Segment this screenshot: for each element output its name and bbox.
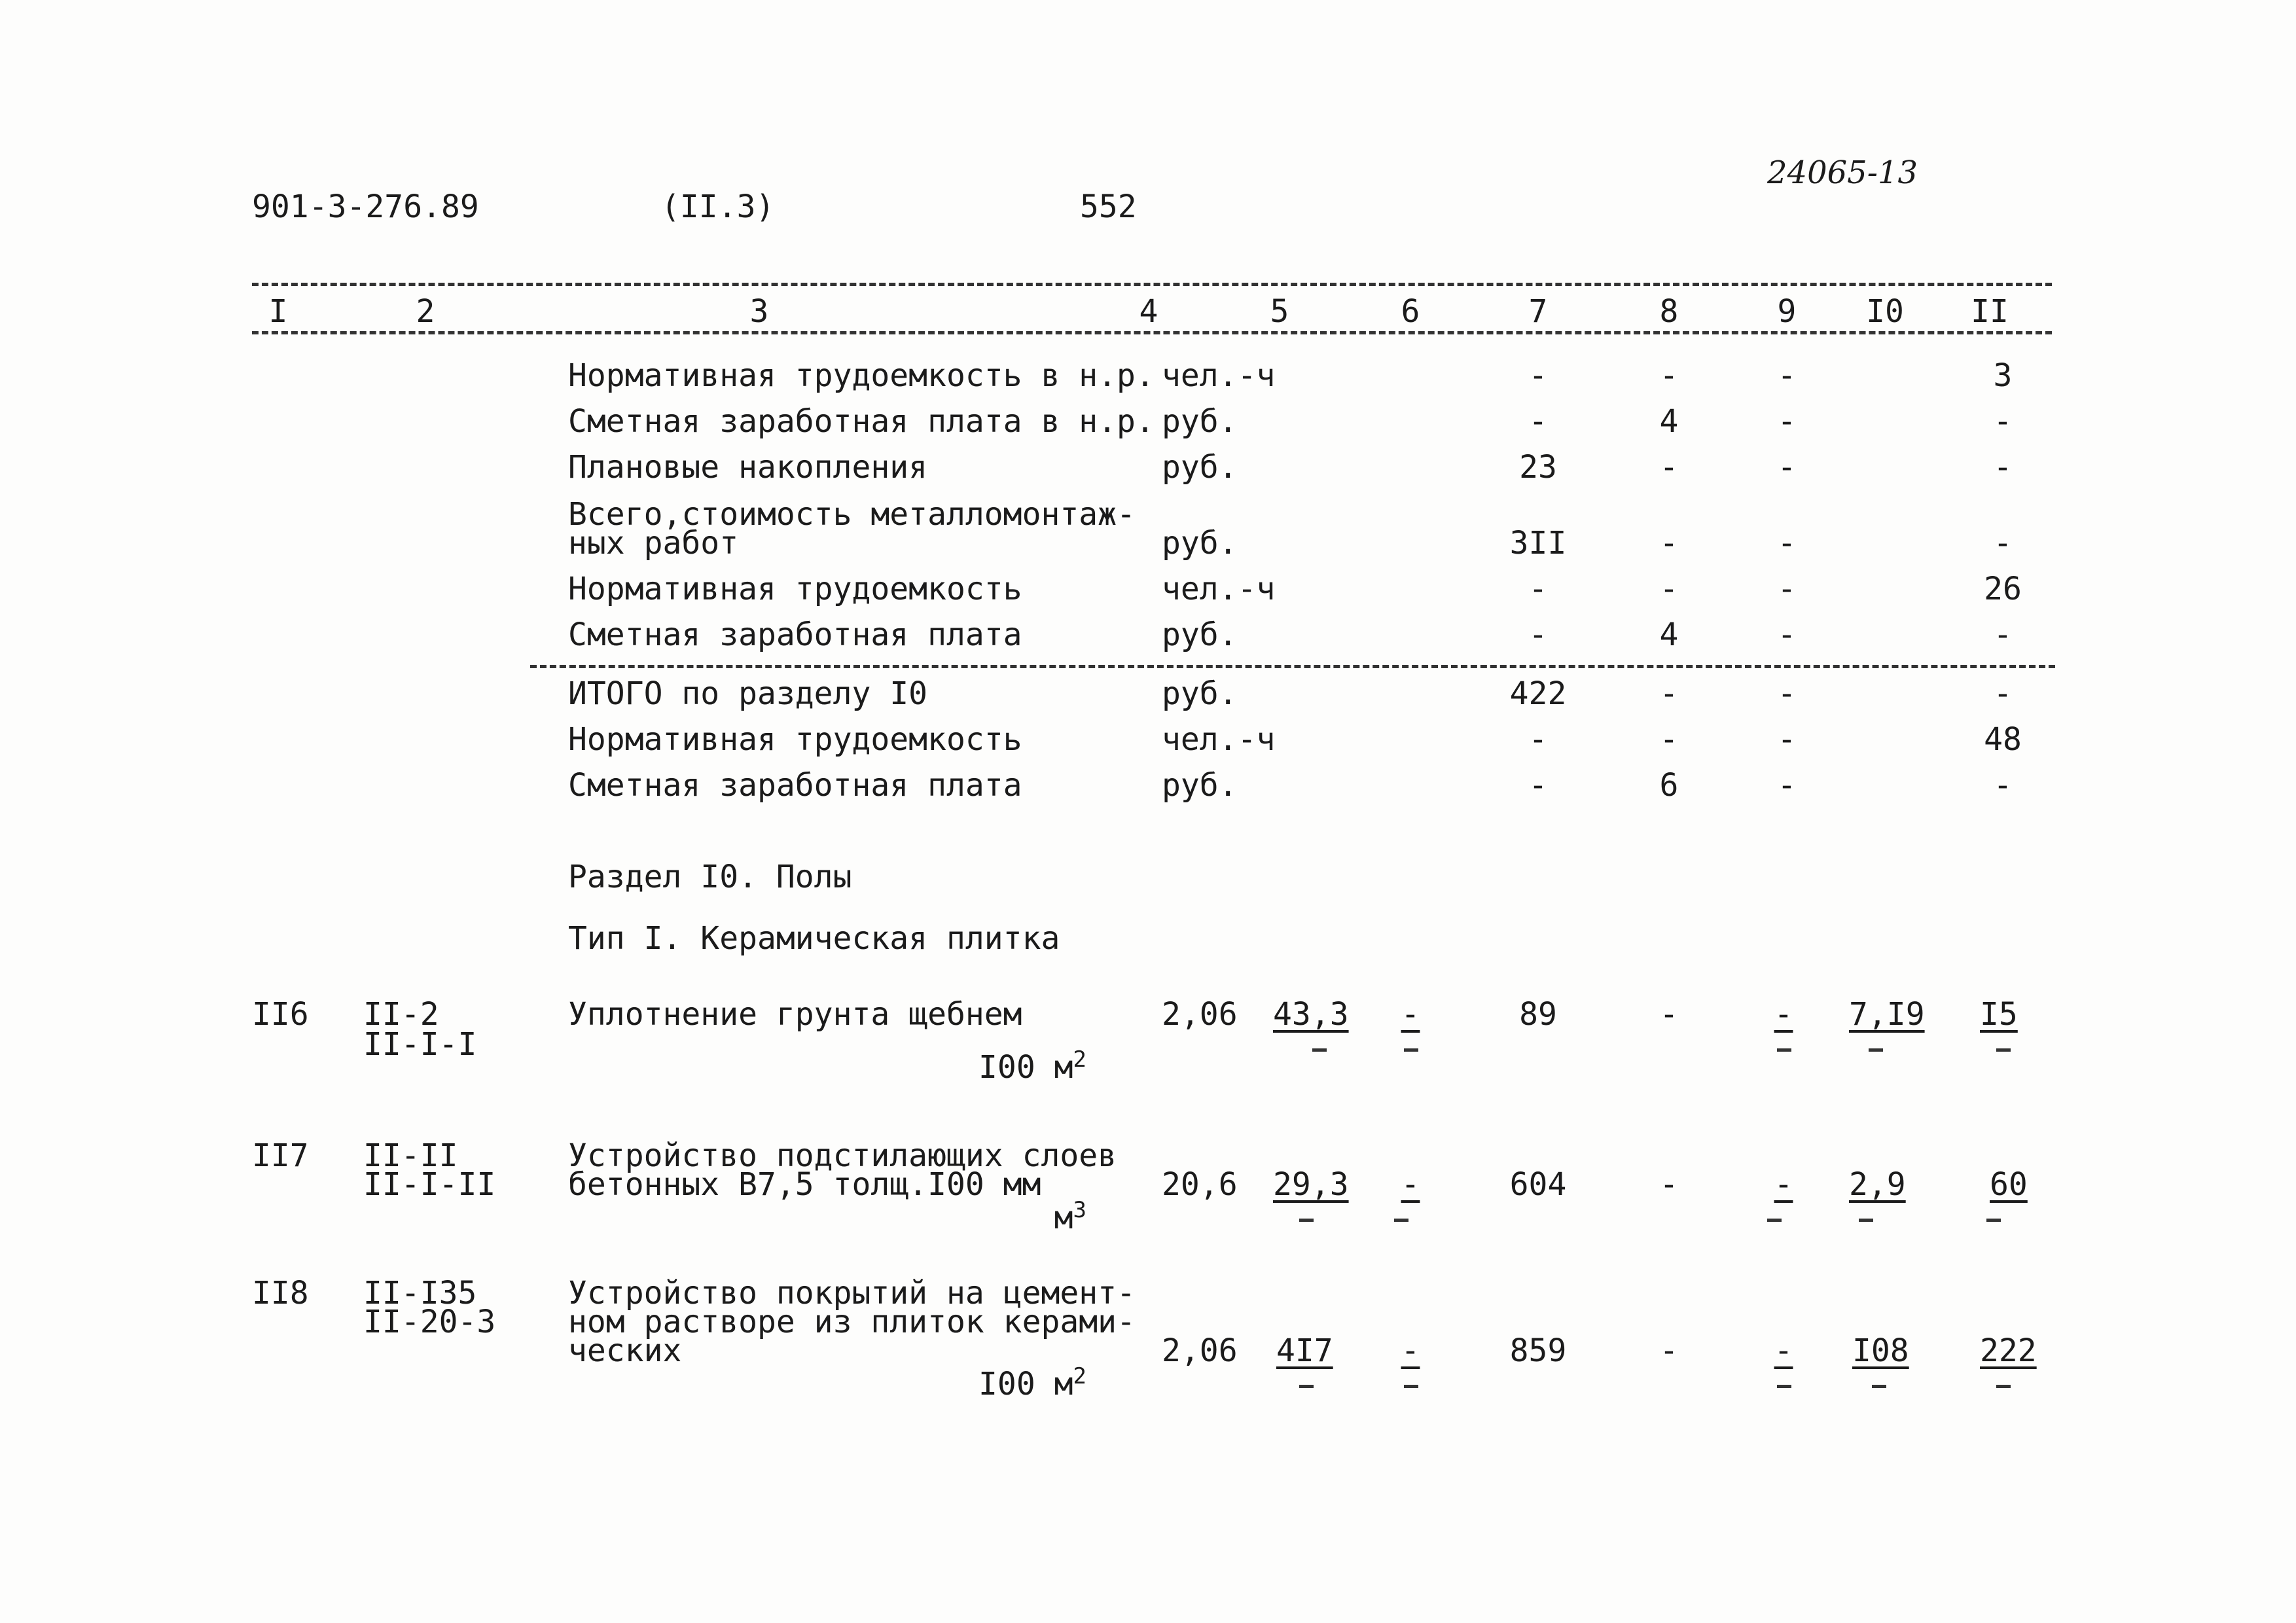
cell-c6: - <box>1401 996 1420 1033</box>
cell-c9: - <box>1777 675 1797 712</box>
unit-exponent: 3 <box>1073 1197 1086 1223</box>
item-unit <box>916 1365 1086 1400</box>
cell-c8: - <box>1659 525 1679 562</box>
cell-c7: - <box>1528 721 1548 758</box>
cell-qty: 2,06 <box>1162 996 1238 1033</box>
cell-c7: 23 <box>1519 449 1557 486</box>
item-code: II-20-3 <box>363 1304 496 1340</box>
summary-unit: руб. <box>1162 525 1238 562</box>
summary-unit: руб. <box>1162 616 1238 653</box>
cell-c9: - <box>1774 1332 1793 1369</box>
cell-qty: 2,06 <box>1162 1332 1238 1369</box>
cell-c10: 2,9 <box>1849 1166 1906 1203</box>
cell-c11: - <box>1993 525 2013 562</box>
summary-name: Сметная заработная плата в н.р. <box>568 403 1155 440</box>
dash-mark <box>1767 1219 1782 1222</box>
col-8: 8 <box>1659 293 1679 330</box>
item-description: ческих <box>568 1332 682 1369</box>
cell-c7: 859 <box>1509 1332 1567 1369</box>
cell-c9: - <box>1777 571 1797 607</box>
cell-c9: - <box>1777 525 1797 562</box>
cell-c7: 89 <box>1519 996 1557 1033</box>
cell-c5: 29,3 <box>1273 1166 1349 1203</box>
cell-c8: 6 <box>1659 767 1679 804</box>
cell-c9: - <box>1777 721 1797 758</box>
dash-mark <box>1404 1048 1418 1052</box>
col-3: 3 <box>749 293 769 330</box>
total-name: ИТОГО по разделу I0 <box>568 675 928 712</box>
summary-unit: чел.-ч <box>1162 357 1276 394</box>
dash-mark <box>1299 1385 1314 1388</box>
cell-c10: 7,I9 <box>1849 996 1925 1033</box>
col-4: 4 <box>1139 293 1158 330</box>
summary-unit: руб. <box>1162 403 1238 440</box>
cell-c8: 4 <box>1659 616 1679 653</box>
cell-c8: - <box>1659 721 1679 758</box>
col-2: 2 <box>416 293 435 330</box>
item-description: Устройство покрытий на цемент- <box>568 1275 1136 1311</box>
col-11: II <box>1971 293 2009 330</box>
unit-text: I00 м <box>978 1049 1073 1086</box>
item-code: II-I-I <box>363 1026 477 1063</box>
header-rule-bottom <box>252 331 2052 334</box>
total-unit: руб. <box>1162 767 1238 804</box>
unit-exponent: 2 <box>1073 1046 1086 1073</box>
item-number: II6 <box>252 996 309 1033</box>
total-name: Нормативная трудоемкость <box>568 721 1022 758</box>
cell-c9: - <box>1777 616 1797 653</box>
dash-mark <box>1872 1385 1886 1388</box>
cell-c5: 4I7 <box>1276 1332 1333 1369</box>
total-unit: чел.-ч <box>1162 721 1276 758</box>
item-description: Уплотнение грунта щебнем <box>568 996 1022 1033</box>
dash-mark <box>1777 1048 1791 1052</box>
doc-code: 901-3-276.89 <box>252 188 479 225</box>
cell-c9: - <box>1777 403 1797 440</box>
cell-c7: - <box>1528 357 1548 394</box>
dash-mark <box>1996 1385 2011 1388</box>
cell-qty: 20,6 <box>1162 1166 1238 1203</box>
dash-mark <box>1869 1048 1883 1052</box>
dash-mark <box>1312 1048 1327 1052</box>
cell-c9: - <box>1777 357 1797 394</box>
col-10: I0 <box>1866 293 1904 330</box>
col-5: 5 <box>1270 293 1289 330</box>
cell-c8: - <box>1659 1332 1679 1369</box>
cell-c11: 60 <box>1990 1166 2028 1203</box>
cell-c11: - <box>1993 767 2013 804</box>
cell-c8: - <box>1659 675 1679 712</box>
cell-c6: - <box>1401 1166 1420 1203</box>
summary-name: Сметная заработная плата <box>568 616 1022 653</box>
cell-c8: - <box>1659 571 1679 607</box>
cell-c11: - <box>1993 403 2013 440</box>
cell-c7: - <box>1528 616 1548 653</box>
dash-mark <box>1394 1219 1408 1222</box>
cell-c8: - <box>1659 1166 1679 1203</box>
dash-mark <box>1299 1219 1314 1222</box>
dash-mark <box>1859 1219 1873 1222</box>
dash-mark <box>1986 1219 2001 1222</box>
item-code: II-I35 <box>363 1275 477 1311</box>
cell-c11: 48 <box>1984 721 2022 758</box>
col-7: 7 <box>1528 293 1548 330</box>
summary-name-cont: ных работ <box>568 525 739 562</box>
item-code: II-2 <box>363 996 439 1033</box>
item-unit <box>916 1199 1086 1234</box>
summary-unit: руб. <box>1162 449 1238 486</box>
cell-c11: 3 <box>1993 357 2013 394</box>
unit-text: м <box>1054 1200 1073 1236</box>
cell-c8: - <box>1659 449 1679 486</box>
total-unit: руб. <box>1162 675 1238 712</box>
total-name: Сметная заработная плата <box>568 767 1022 804</box>
col-9: 9 <box>1777 293 1797 330</box>
cell-c8: - <box>1659 996 1679 1033</box>
cell-c9: - <box>1777 767 1797 804</box>
unit-text: I00 м <box>978 1366 1073 1402</box>
item-number: II8 <box>252 1275 309 1311</box>
item-unit <box>916 1046 1086 1086</box>
dash-mark <box>1404 1385 1418 1388</box>
cell-c7: 422 <box>1509 675 1567 712</box>
cell-c11: I5 <box>1980 996 2018 1033</box>
summary-name: Плановые накопления <box>568 449 928 486</box>
header-rule-top <box>252 283 2052 286</box>
item-description: Устройство подстилающих слоев <box>568 1137 1117 1174</box>
cell-c7: 3II <box>1509 525 1567 562</box>
summary-name: Всего,стоимость металломонтаж- <box>568 496 1136 533</box>
cell-c9: - <box>1777 449 1797 486</box>
dash-mark <box>1777 1385 1791 1388</box>
page-number: 552 <box>1080 188 1137 225</box>
item-description: ном растворе из плиток керами- <box>568 1304 1136 1340</box>
totals-rule <box>530 665 2055 668</box>
cell-c7: - <box>1528 767 1548 804</box>
section-number: (II.3) <box>661 188 775 225</box>
col-6: 6 <box>1401 293 1420 330</box>
cell-c8: 4 <box>1659 403 1679 440</box>
cell-c7: - <box>1528 403 1548 440</box>
cell-c11: 26 <box>1984 571 2022 607</box>
cell-c8: - <box>1659 357 1679 394</box>
cell-c11: 222 <box>1980 1332 2037 1369</box>
item-number: II7 <box>252 1137 309 1174</box>
summary-name: Нормативная трудоемкость <box>568 571 1022 607</box>
unit-exponent: 2 <box>1073 1363 1086 1389</box>
item-code: II-II <box>363 1137 458 1174</box>
cell-c9: - <box>1774 1166 1793 1203</box>
cell-c11: - <box>1993 675 2013 712</box>
dash-mark <box>1996 1048 2011 1052</box>
col-1: I <box>268 293 288 330</box>
cell-c7: - <box>1528 571 1548 607</box>
handwritten-number: 24065-13 <box>1767 154 1918 191</box>
cell-c6: - <box>1401 1332 1420 1369</box>
summary-name: Нормативная трудоемкость в н.р. <box>568 357 1155 394</box>
type-title: Тип I. Керамическая плитка <box>568 920 1060 957</box>
section-title: Раздел I0. Полы <box>568 859 852 895</box>
cell-c5: 43,3 <box>1273 996 1349 1033</box>
item-description: бетонных В7,5 толщ.I00 мм <box>568 1166 1041 1203</box>
cell-c11: - <box>1993 449 2013 486</box>
cell-c11: - <box>1993 616 2013 653</box>
cell-c10: I08 <box>1852 1332 1909 1369</box>
summary-unit: чел.-ч <box>1162 571 1276 607</box>
item-code: II-I-II <box>363 1166 496 1203</box>
cell-c9: - <box>1774 996 1793 1033</box>
cell-c7: 604 <box>1509 1166 1567 1203</box>
